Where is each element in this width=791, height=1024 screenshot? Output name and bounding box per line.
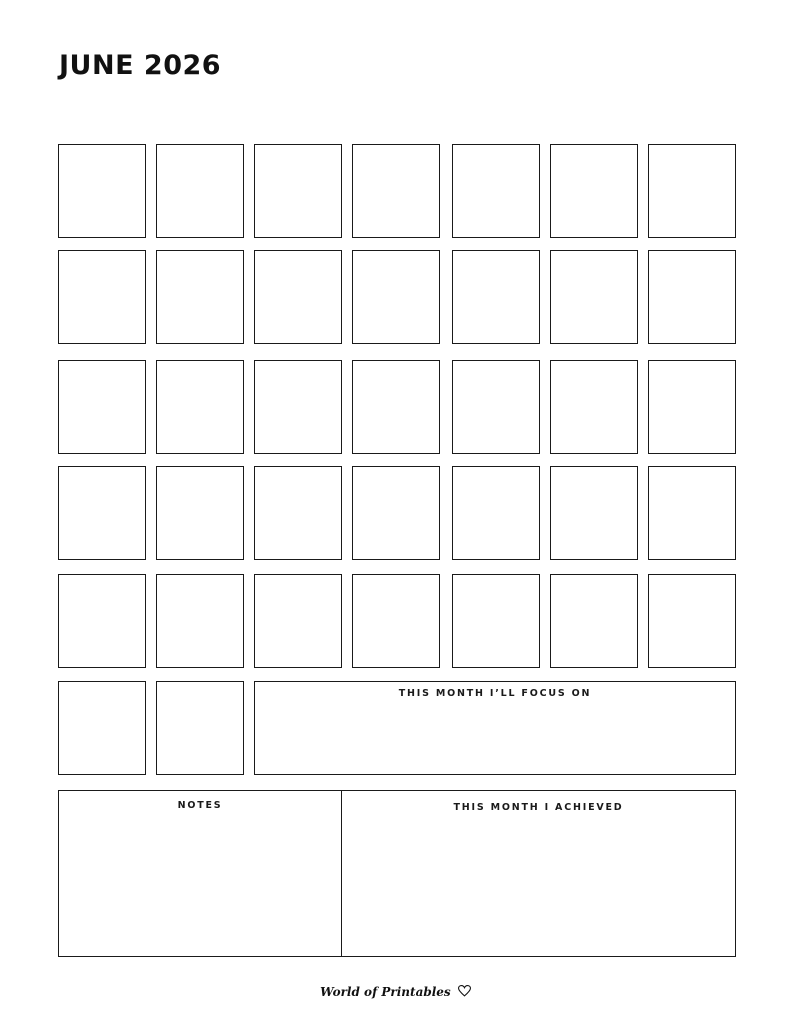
day-cell[interactable] bbox=[452, 574, 540, 668]
day-cell[interactable] bbox=[58, 250, 146, 344]
brand-name: World of Printables bbox=[320, 985, 451, 999]
day-cell[interactable] bbox=[58, 574, 146, 668]
day-cell[interactable] bbox=[452, 466, 540, 560]
day-cell[interactable] bbox=[550, 360, 638, 454]
day-cell[interactable] bbox=[254, 466, 342, 560]
day-cell[interactable] bbox=[58, 681, 146, 775]
day-cell[interactable] bbox=[352, 144, 440, 238]
achieved-label: THIS MONTH I ACHIEVED bbox=[453, 802, 624, 813]
day-cell[interactable] bbox=[648, 466, 736, 560]
calendar-week-row bbox=[58, 360, 736, 454]
calendar-week-row bbox=[58, 144, 736, 238]
day-cell[interactable] bbox=[452, 144, 540, 238]
day-cell[interactable] bbox=[352, 250, 440, 344]
day-cell[interactable] bbox=[58, 466, 146, 560]
calendar-week-row bbox=[58, 574, 736, 668]
day-cell[interactable] bbox=[156, 250, 244, 344]
day-cell[interactable] bbox=[156, 574, 244, 668]
calendar-week-row bbox=[58, 466, 736, 560]
focus-box[interactable] bbox=[254, 681, 736, 775]
notes-label: NOTES bbox=[177, 800, 223, 811]
day-cell[interactable] bbox=[648, 250, 736, 344]
day-cell[interactable] bbox=[550, 144, 638, 238]
day-cell[interactable] bbox=[648, 574, 736, 668]
day-cell[interactable] bbox=[550, 250, 638, 344]
day-cell[interactable] bbox=[550, 574, 638, 668]
calendar-week-row bbox=[58, 250, 736, 344]
day-cell[interactable] bbox=[352, 574, 440, 668]
day-cell[interactable] bbox=[156, 681, 244, 775]
page-title: JUNE 2026 bbox=[59, 50, 222, 81]
focus-label: THIS MONTH I’LL FOCUS ON bbox=[398, 688, 592, 699]
day-cell[interactable] bbox=[58, 144, 146, 238]
day-cell[interactable] bbox=[156, 144, 244, 238]
heart-icon bbox=[458, 985, 471, 997]
day-cell[interactable] bbox=[452, 250, 540, 344]
day-cell[interactable] bbox=[156, 360, 244, 454]
day-cell[interactable] bbox=[254, 360, 342, 454]
bottom-panel bbox=[58, 790, 736, 957]
day-cell[interactable] bbox=[254, 144, 342, 238]
day-cell[interactable] bbox=[254, 250, 342, 344]
day-cell[interactable] bbox=[254, 574, 342, 668]
day-cell[interactable] bbox=[648, 360, 736, 454]
day-cell[interactable] bbox=[648, 144, 736, 238]
notes-box[interactable] bbox=[59, 791, 341, 956]
day-cell[interactable] bbox=[550, 466, 638, 560]
day-cell[interactable] bbox=[58, 360, 146, 454]
achieved-box[interactable] bbox=[342, 791, 735, 956]
brand-footer bbox=[0, 985, 791, 999]
day-cell[interactable] bbox=[352, 466, 440, 560]
day-cell[interactable] bbox=[452, 360, 540, 454]
day-cell[interactable] bbox=[352, 360, 440, 454]
day-cell[interactable] bbox=[156, 466, 244, 560]
